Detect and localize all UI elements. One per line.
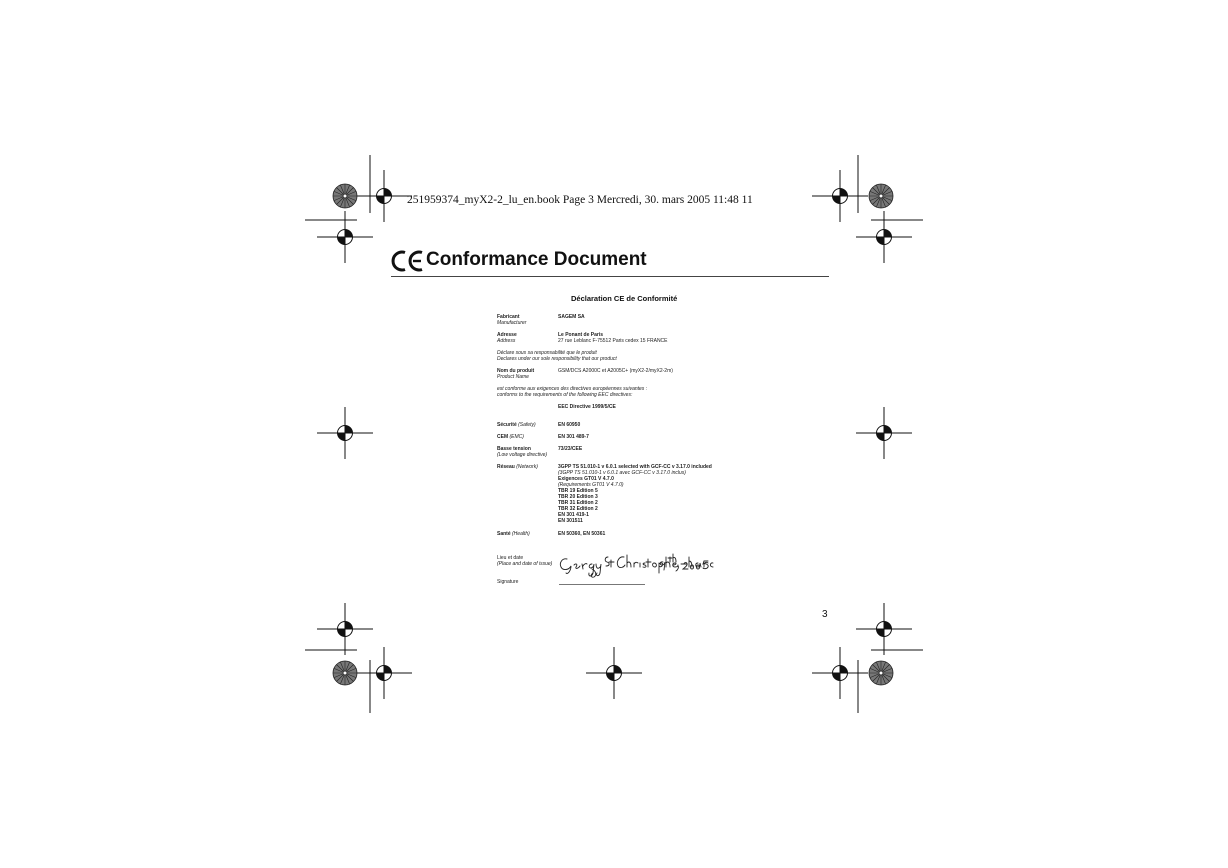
health-label: Santé	[497, 531, 511, 537]
signature-line	[559, 584, 645, 585]
manufacturer-value: SAGEM SA	[558, 314, 585, 320]
page-number: 3	[822, 609, 828, 620]
registration-mark	[317, 603, 373, 655]
network-line: TBR 31 Edition 2	[558, 500, 598, 506]
product-label: Nom du produit	[497, 368, 535, 374]
place-date-label: Lieu et date	[497, 555, 524, 561]
address-label-en: Address	[497, 338, 516, 344]
place-date-label-en: (Place and date of issue)	[497, 561, 553, 567]
emc-value: EN 301 489-7	[558, 434, 589, 440]
low-voltage-value: 73/23/CEE	[558, 446, 583, 452]
health-label-row	[497, 531, 530, 537]
manufacturer-label-en: Manufacturer	[497, 320, 527, 326]
low-voltage-label: Basse tension	[497, 446, 531, 452]
address-line2: 27 rue Leblanc F-75512 Paris cedex 15 FRANCE	[558, 338, 668, 344]
registration-mark	[317, 211, 373, 263]
ce-mark-icon	[391, 250, 425, 272]
safety-value: EN 60950	[558, 422, 581, 428]
color-target	[333, 661, 357, 685]
product-value: GSM/DCS A2000C et A2005C+ (myX2-2/myX2-2m)	[558, 368, 673, 374]
conforms-en: conforms to the requirements of the following EEC directives:	[497, 392, 633, 398]
registration-mark	[812, 170, 868, 222]
declaration-heading: Déclaration CE de Conformité	[571, 294, 678, 303]
network-line: 3GPP TS 51.010-1 v 6.0.1 selected with GCF-CC v 3.17.0 included	[558, 464, 712, 470]
emc-label: CEM	[497, 434, 509, 440]
network-line: TBR 32 Edition 2	[558, 506, 598, 512]
network-line: TBR 19 Edition 5	[558, 488, 598, 494]
conforms-fr: est conforme aux exigences des directives européennes suivantes :	[497, 386, 648, 392]
network-line: EN 301511	[558, 518, 583, 524]
color-target	[869, 184, 893, 208]
responsibility-fr: Déclare sous sa responsabilité que le produit	[497, 350, 597, 356]
address-label: Adresse	[497, 332, 517, 338]
handwritten-date	[658, 553, 712, 577]
safety-label-en: (Safety)	[518, 422, 536, 428]
network-line: (3GPP TS 51.010-1 v 6.0.1 avec GCF-CC v 3.17.0 inclus)	[558, 470, 686, 476]
safety-label: Sécurité	[497, 422, 517, 428]
color-target	[333, 184, 357, 208]
signature-label: Signature	[497, 579, 519, 585]
network-label-row	[497, 464, 538, 470]
registration-mark	[586, 647, 642, 699]
registration-mark	[356, 170, 412, 222]
registration-mark	[317, 407, 373, 459]
product-label-en: Product Name	[497, 374, 529, 380]
address-line1: Le Ponant de Paris	[558, 332, 604, 338]
title-bar	[391, 248, 829, 277]
page-title: Conformance Document	[426, 249, 647, 270]
network-label: Réseau	[497, 464, 515, 470]
print-header: 251959374_myX2-2_lu_en.book Page 3 Mercredi, 30. mars 2005 11:48 11	[407, 194, 753, 206]
safety-label-row	[497, 422, 536, 428]
emc-label-row	[497, 434, 524, 440]
network-line: TBR 20 Edition 3	[558, 494, 598, 500]
registration-mark	[812, 647, 868, 699]
registration-mark	[856, 211, 912, 263]
low-voltage-label-en: (Low voltage directive)	[497, 452, 548, 458]
health-label-en: (Health)	[512, 531, 530, 537]
color-target	[869, 661, 893, 685]
health-value: EN 50360, EN 50361	[558, 531, 606, 537]
responsibility-en: Declares under our sole responsibility that our product	[497, 356, 617, 362]
manufacturer-label: Fabricant	[497, 314, 520, 320]
network-line: (Requirements GT01 V 4.7.0)	[558, 482, 624, 488]
directive: EEC Directive 1999/5/CE	[558, 404, 616, 410]
network-label-en: (Network)	[516, 464, 538, 470]
network-line: EN 301 419-1	[558, 512, 589, 518]
registration-mark	[356, 647, 412, 699]
network-line: Exigences GT01 V 4.7.0	[558, 476, 614, 482]
registration-mark	[856, 603, 912, 655]
registration-mark	[856, 407, 912, 459]
emc-label-en: (EMC)	[509, 434, 524, 440]
